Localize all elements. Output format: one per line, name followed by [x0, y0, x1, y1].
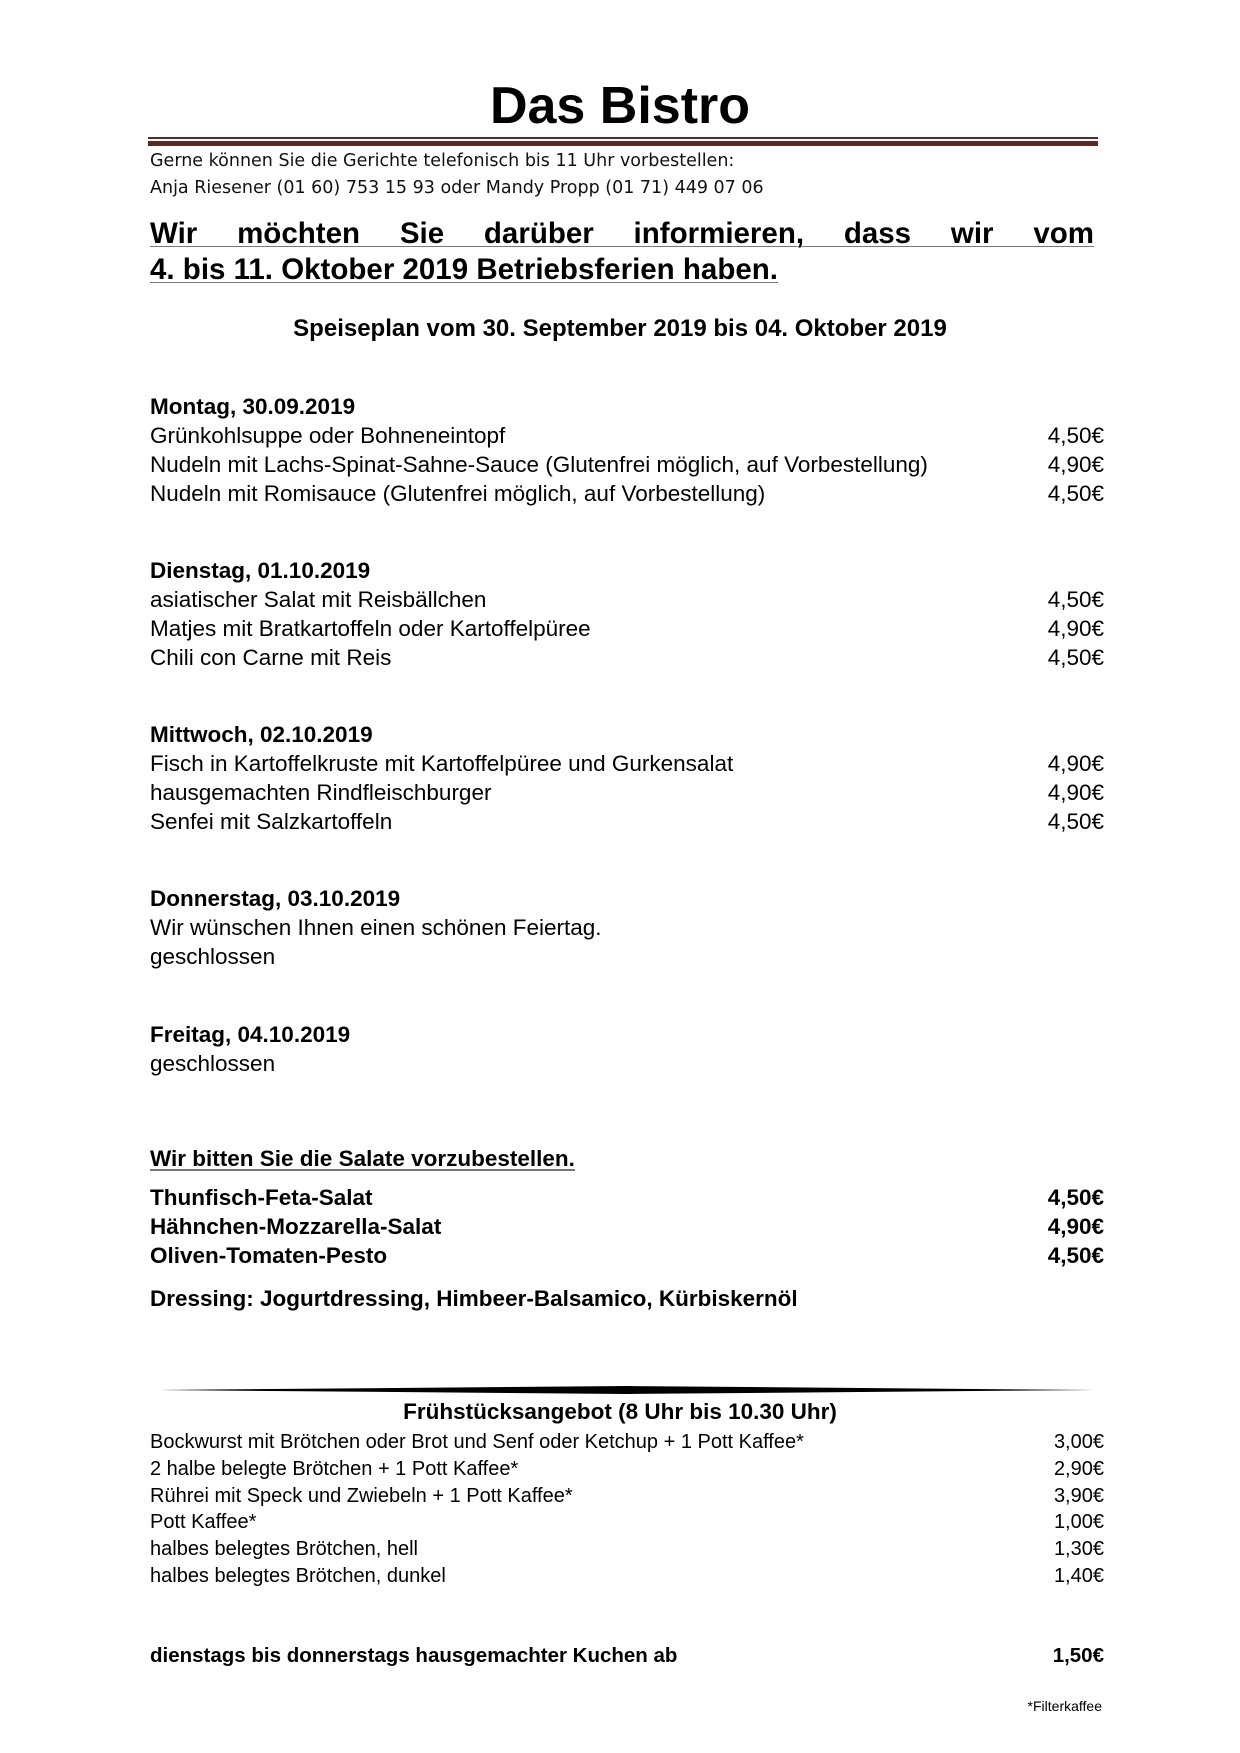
item-price: 3,00€ — [1053, 1431, 1104, 1453]
item-name: halbes belegtes Brötchen, hell — [150, 1538, 418, 1561]
menu-item — [150, 479, 1104, 508]
footnote: *Filterkaffee — [1027, 1698, 1102, 1714]
closed-note: geschlossen — [150, 1051, 276, 1076]
menu-item — [150, 643, 1104, 672]
item-price: 1,40€ — [1053, 1564, 1104, 1587]
item-name: Pott Kaffee* — [150, 1511, 257, 1534]
menu-item — [150, 421, 1104, 450]
holiday-greeting: Wir wünschen Ihnen einen schönen Feiertag. — [150, 915, 602, 940]
salad-item — [150, 1183, 1104, 1212]
day-title: Donnerstag, 03.10.2019 — [150, 886, 401, 911]
item-price: 4,50€ — [1047, 1243, 1104, 1268]
item-name: Grünkohlsuppe oder Bohneneintopf — [150, 423, 506, 448]
breakfast-list — [150, 1429, 1104, 1590]
holiday-notice-line1: Wir möchten Sie darüber informieren, dass wir vom — [150, 217, 1094, 250]
page-title: Das Bistro — [489, 77, 751, 135]
item-name: Nudeln mit Lachs-Spinat-Sahne-Sauce (Glutenfrei möglich, auf Vorbestellung) — [150, 452, 928, 477]
item-name: Rührei mit Speck und Zwiebeln + 1 Pott Kaffee* — [150, 1484, 573, 1507]
item-name: Hähnchen-Mozzarella-Salat — [150, 1214, 442, 1239]
salad-item — [150, 1212, 1104, 1241]
item-price: 2,90€ — [1053, 1457, 1104, 1480]
menu-item — [150, 749, 1104, 778]
item-name: Senfei mit Salzkartoffeln — [150, 809, 393, 834]
item-name: hausgemachten Rindfleischburger — [150, 780, 492, 805]
contact-phones: Anja Riesener (01 60) 753 15 93 oder Mandy Propp (01 71) 449 07 06 — [150, 178, 764, 198]
salads-heading: Wir bitten Sie die Salate vorzubestellen. — [150, 1146, 575, 1171]
item-price: 4,90€ — [1047, 780, 1104, 805]
breakfast-item — [150, 1509, 1104, 1536]
breakfast-item — [150, 1429, 1104, 1456]
menu-period-heading: Speiseplan vom 30. September 2019 bis 04. Oktober 2019 — [293, 315, 947, 342]
item-name: Matjes mit Bratkartoffeln oder Kartoffelpüree — [150, 616, 591, 641]
item-name: Fisch in Kartoffelkruste mit Kartoffelpüree und Gurkensalat — [150, 751, 734, 776]
day-wednesday — [150, 720, 1104, 836]
breakfast-heading: Frühstücksangebot (8 Uhr bis 10.30 Uhr) — [403, 1399, 837, 1424]
item-name: Bockwurst mit Brötchen oder Brot und Senf oder Ketchup + 1 Pott Kaffee* — [150, 1431, 804, 1453]
salad-item — [150, 1241, 1104, 1270]
item-name: Nudeln mit Romisauce (Glutenfrei möglich, auf Vorbestellung) — [150, 481, 766, 506]
item-price: 4,50€ — [1047, 423, 1104, 448]
header-rule-thin — [148, 137, 1098, 139]
item-name: Thunfisch-Feta-Salat — [150, 1185, 373, 1210]
item-price: 4,50€ — [1047, 587, 1104, 612]
day-title: Mittwoch, 02.10.2019 — [150, 722, 373, 747]
item-name: dienstags bis donnerstags hausgemachter Kuchen ab — [150, 1644, 678, 1667]
breakfast-item — [150, 1536, 1104, 1563]
item-name: Oliven-Tomaten-Pesto — [150, 1243, 388, 1268]
item-price: 4,90€ — [1047, 452, 1104, 477]
preorder-info: Gerne können Sie die Gerichte telefonisch bis 11 Uhr vorbestellen: — [150, 151, 735, 171]
menu-item — [150, 778, 1104, 807]
item-price: 4,90€ — [1047, 751, 1104, 776]
day-title: Montag, 30.09.2019 — [150, 394, 356, 419]
dressing-options: Dressing: Jogurtdressing, Himbeer-Balsamico, Kürbiskernöl — [150, 1286, 798, 1311]
day-thursday — [150, 884, 1104, 971]
day-title: Freitag, 04.10.2019 — [150, 1022, 351, 1047]
holiday-notice-line2: 4. bis 11. Oktober 2019 Betriebsferien haben. — [150, 253, 778, 286]
day-tuesday — [150, 556, 1104, 672]
breakfast-item — [150, 1483, 1104, 1510]
item-price: 1,30€ — [1053, 1538, 1104, 1561]
day-monday — [150, 392, 1104, 508]
closed-note: geschlossen — [150, 944, 276, 969]
day-friday — [150, 1020, 1104, 1078]
item-name: halbes belegtes Brötchen, dunkel — [150, 1564, 446, 1587]
salads-list — [150, 1183, 1104, 1270]
item-price: 4,50€ — [1047, 645, 1104, 670]
menu-item — [150, 585, 1104, 614]
day-title: Dienstag, 01.10.2019 — [150, 558, 371, 583]
item-price: 1,50€ — [1052, 1644, 1104, 1667]
menu-item — [150, 614, 1104, 643]
item-name: asiatischer Salat mit Reisbällchen — [150, 587, 487, 612]
cake-item — [150, 1641, 1104, 1670]
cake-offer — [150, 1641, 1104, 1670]
item-price: 4,50€ — [1047, 481, 1104, 506]
section-divider — [158, 1386, 1096, 1394]
header-rule-thick — [148, 141, 1098, 146]
item-name: 2 halbe belegte Brötchen + 1 Pott Kaffee* — [150, 1457, 519, 1480]
item-price: 4,50€ — [1047, 809, 1104, 834]
item-price: 4,90€ — [1047, 1214, 1104, 1239]
breakfast-item — [150, 1563, 1104, 1590]
breakfast-item — [150, 1456, 1104, 1483]
item-price: 3,90€ — [1053, 1484, 1104, 1507]
menu-item — [150, 450, 1104, 479]
holiday-notice — [150, 216, 1094, 288]
item-name: Chili con Carne mit Reis — [150, 645, 392, 670]
item-price: 1,00€ — [1053, 1511, 1104, 1534]
item-price: 4,50€ — [1047, 1185, 1104, 1210]
menu-item — [150, 807, 1104, 836]
item-price: 4,90€ — [1047, 616, 1104, 641]
